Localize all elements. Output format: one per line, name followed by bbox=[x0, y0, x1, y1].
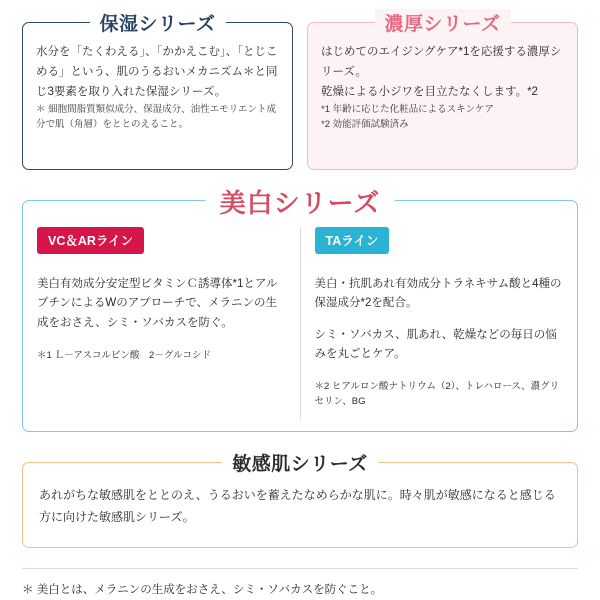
sensitive-series-card bbox=[22, 453, 578, 548]
rich-series-description-line2: 乾燥による小ジワを目立たなくします。*2 bbox=[321, 85, 538, 98]
rich-series-note-line2: *2 効能評価試験済み bbox=[321, 119, 409, 131]
whitening-ta-note: ＊2 ヒアルロン酸ナトリウム（2）、トレハロース、濃グリセリン、BG bbox=[314, 381, 560, 408]
whitening-columns bbox=[23, 201, 577, 431]
whitening-section-row bbox=[22, 188, 578, 432]
whitening-series-title: 美白シリーズ bbox=[206, 183, 395, 220]
sensitive-section-row bbox=[22, 453, 578, 548]
moisturizing-series-body bbox=[23, 23, 292, 145]
moisturizing-series-note: ＊ 細胞間脂質類似成分、保湿成分、油性エモリエント成分で肌（角層）をととのえること。 bbox=[36, 104, 276, 131]
rich-series-note-line1: *1 年齢に応じた化粧品によるスキンケア bbox=[321, 104, 494, 116]
whitening-vc-ar-tag: VC＆ARライン bbox=[37, 227, 144, 254]
rich-series-card bbox=[307, 14, 578, 170]
moisturizing-series-title: 保湿シリーズ bbox=[89, 9, 225, 36]
whitening-vc-ar-description: 美白有効成分安定型ビタミンＣ誘導体*1とアルブチンによるWのアプローチで、メラニンの生成をおさえ、シミ・ソバカスを防ぐ。 bbox=[37, 277, 278, 330]
sensitive-series-description: あれがちな敏感肌をととのえ、うるおいを蓄えたなめらかな肌に。時々肌が敏感になると感じる方に向けた敏感肌シリーズ。 bbox=[39, 487, 556, 524]
rich-series-body bbox=[308, 23, 577, 145]
whitening-vc-ar-column bbox=[37, 227, 300, 419]
rich-series-description-line1: はじめてのエイジングケア*1を応援する濃厚シリーズ。 bbox=[321, 46, 562, 78]
whitening-vc-ar-note: ＊1 Ｌ－アスコルビン酸 2－グルコシド bbox=[37, 349, 212, 361]
whitening-ta-tag: TAライン bbox=[315, 227, 390, 254]
whitening-ta-description-line2: シミ・ソバカス、肌あれ、乾燥などの毎日の悩みを丸ごとケア。 bbox=[314, 328, 557, 361]
whitening-ta-description-line1: 美白・抗肌あれ有効成分トラネキサム酸と4種の保湿成分*2を配合。 bbox=[314, 277, 562, 310]
sensitive-series-title: 敏感肌シリーズ bbox=[222, 449, 378, 476]
whitening-ta-column bbox=[300, 227, 564, 419]
moisturizing-series-card bbox=[22, 14, 293, 170]
rich-series-title: 濃厚シリーズ bbox=[374, 9, 510, 36]
page-footnote: ＊ 美白とは、メラニンの生成をおさえ、シミ・ソバカスを防ぐこと。 bbox=[22, 568, 578, 597]
whitening-series-card bbox=[22, 188, 578, 432]
top-section-row bbox=[22, 14, 578, 170]
moisturizing-series-description: 水分を「たくわえる」、「かかえこむ」、「とじこめる」という、肌のうるおいメカニズム＊と同じ3要素を取り入れた保湿シリーズ。 bbox=[36, 46, 278, 98]
